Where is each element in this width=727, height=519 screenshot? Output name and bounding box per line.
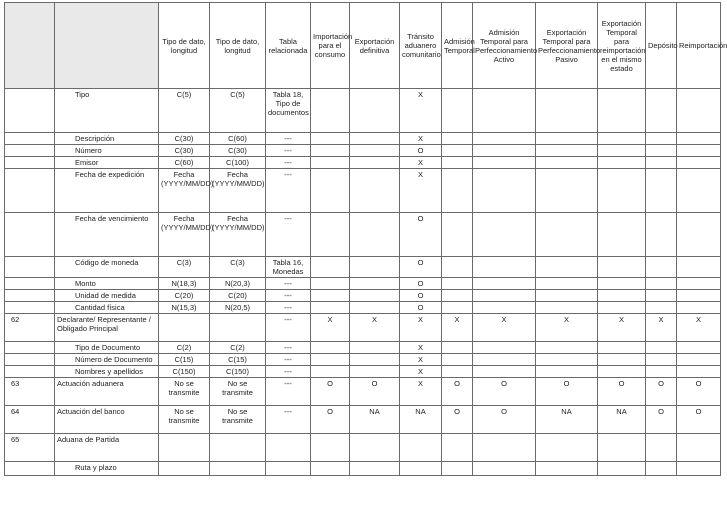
regime-value-cell bbox=[473, 213, 536, 257]
regime-value-cell: O bbox=[473, 406, 536, 434]
regime-value-cell bbox=[400, 462, 442, 476]
data-type-cell: Fecha (YYYY/MM/DD) bbox=[210, 169, 266, 213]
regime-value-cell: X bbox=[442, 314, 473, 342]
regime-value-cell bbox=[646, 133, 677, 145]
regime-value-cell bbox=[350, 145, 400, 157]
regime-value-cell: O bbox=[350, 378, 400, 406]
regime-value-cell bbox=[473, 257, 536, 278]
item-number bbox=[5, 342, 55, 354]
regime-value-cell bbox=[473, 169, 536, 213]
regime-value-cell bbox=[350, 342, 400, 354]
item-number bbox=[5, 157, 55, 169]
data-type-cell: C(60) bbox=[159, 157, 210, 169]
header-cell: Exportación definitiva bbox=[350, 3, 400, 89]
regime-value-cell: O bbox=[646, 406, 677, 434]
regime-value-cell bbox=[646, 354, 677, 366]
regime-value-cell bbox=[677, 366, 721, 378]
regime-value-cell: X bbox=[598, 314, 646, 342]
regime-value-cell: O bbox=[400, 257, 442, 278]
field-label: Emisor bbox=[55, 157, 159, 169]
regime-value-cell bbox=[646, 278, 677, 290]
field-label: Actuación del banco bbox=[55, 406, 159, 434]
regime-value-cell bbox=[350, 133, 400, 145]
regime-value-cell bbox=[473, 290, 536, 302]
table-row bbox=[5, 169, 721, 213]
table-row bbox=[5, 145, 721, 157]
data-type-cell bbox=[210, 462, 266, 476]
regime-value-cell bbox=[442, 133, 473, 145]
data-type-cell: No se transmite bbox=[159, 378, 210, 406]
data-type-cell: C(3) bbox=[159, 257, 210, 278]
regime-value-cell bbox=[473, 366, 536, 378]
regime-value-cell bbox=[350, 354, 400, 366]
field-label: Aduana de Partida bbox=[55, 434, 159, 462]
regime-value-cell bbox=[473, 89, 536, 133]
regime-value-cell bbox=[646, 342, 677, 354]
data-type-cell: No se transmite bbox=[159, 406, 210, 434]
field-label: Descripción bbox=[55, 133, 159, 145]
data-type-cell: C(150) bbox=[159, 366, 210, 378]
regime-value-cell: O bbox=[598, 378, 646, 406]
data-type-cell: C(30) bbox=[159, 145, 210, 157]
regime-value-cell bbox=[646, 169, 677, 213]
related-table-cell: --- bbox=[266, 213, 311, 257]
regime-value-cell bbox=[677, 145, 721, 157]
regime-value-cell: O bbox=[400, 278, 442, 290]
regime-value-cell bbox=[311, 89, 350, 133]
regime-value-cell bbox=[311, 290, 350, 302]
regime-value-cell bbox=[677, 133, 721, 145]
data-type-cell bbox=[159, 314, 210, 342]
related-table-cell: --- bbox=[266, 406, 311, 434]
regime-value-cell bbox=[646, 302, 677, 314]
data-type-cell: C(2) bbox=[159, 342, 210, 354]
field-label: Ruta y plazo bbox=[55, 462, 159, 476]
related-table-cell: --- bbox=[266, 157, 311, 169]
regime-value-cell: O bbox=[646, 378, 677, 406]
table-row bbox=[5, 278, 721, 290]
data-type-cell bbox=[159, 462, 210, 476]
field-label: Monto bbox=[55, 278, 159, 290]
regime-value-cell bbox=[350, 257, 400, 278]
related-table-cell: --- bbox=[266, 133, 311, 145]
data-type-cell: C(60) bbox=[210, 133, 266, 145]
item-number bbox=[5, 302, 55, 314]
regime-value-cell: NA bbox=[400, 406, 442, 434]
regime-value-cell bbox=[598, 366, 646, 378]
data-type-cell: Fecha (YYYY/MM/DD) bbox=[210, 213, 266, 257]
regime-value-cell bbox=[473, 157, 536, 169]
data-type-cell bbox=[159, 434, 210, 462]
header-cell: Admisión Temporal bbox=[442, 3, 473, 89]
item-number bbox=[5, 213, 55, 257]
regime-value-cell bbox=[598, 290, 646, 302]
header-cell: Tipo de dato, longitud bbox=[159, 3, 210, 89]
regime-value-cell bbox=[442, 302, 473, 314]
regime-value-cell bbox=[598, 434, 646, 462]
regime-value-cell bbox=[350, 366, 400, 378]
regime-value-cell bbox=[598, 89, 646, 133]
data-type-cell: C(30) bbox=[210, 145, 266, 157]
regime-value-cell bbox=[473, 145, 536, 157]
related-table-cell: Tabla 18, Tipo de documentos bbox=[266, 89, 311, 133]
regime-value-cell bbox=[311, 257, 350, 278]
regime-value-cell: NA bbox=[598, 406, 646, 434]
data-type-cell: N(20,5) bbox=[210, 302, 266, 314]
regime-value-cell: X bbox=[350, 314, 400, 342]
regime-value-cell bbox=[536, 257, 598, 278]
regime-value-cell bbox=[473, 462, 536, 476]
regime-value-cell: NA bbox=[536, 406, 598, 434]
regime-value-cell bbox=[442, 257, 473, 278]
regime-value-cell: O bbox=[311, 378, 350, 406]
regime-value-cell bbox=[646, 213, 677, 257]
regime-value-cell bbox=[311, 462, 350, 476]
regime-value-cell bbox=[442, 434, 473, 462]
related-table-cell: --- bbox=[266, 145, 311, 157]
table-row bbox=[5, 354, 721, 366]
item-number: 65 bbox=[5, 434, 55, 462]
field-label: Número de Documento bbox=[55, 354, 159, 366]
data-type-cell: C(20) bbox=[210, 290, 266, 302]
regime-value-cell bbox=[646, 89, 677, 133]
regime-value-cell bbox=[598, 342, 646, 354]
regime-value-cell bbox=[350, 169, 400, 213]
regime-value-cell bbox=[536, 302, 598, 314]
field-label: Tipo bbox=[55, 89, 159, 133]
regime-value-cell bbox=[677, 434, 721, 462]
regime-value-cell bbox=[646, 145, 677, 157]
regime-value-cell: X bbox=[400, 169, 442, 213]
regime-value-cell bbox=[311, 366, 350, 378]
regime-value-cell: O bbox=[536, 378, 598, 406]
regime-value-cell bbox=[536, 290, 598, 302]
item-number bbox=[5, 278, 55, 290]
table-row bbox=[5, 314, 721, 342]
regime-value-cell bbox=[646, 157, 677, 169]
regime-value-cell bbox=[442, 169, 473, 213]
field-label: Nombres y apellidos bbox=[55, 366, 159, 378]
regime-value-cell bbox=[350, 302, 400, 314]
related-table-cell: --- bbox=[266, 342, 311, 354]
regime-value-cell: X bbox=[400, 133, 442, 145]
regime-value-cell bbox=[677, 157, 721, 169]
field-label: Código de moneda bbox=[55, 257, 159, 278]
table-row bbox=[5, 213, 721, 257]
related-table-cell: --- bbox=[266, 302, 311, 314]
regime-value-cell bbox=[598, 257, 646, 278]
regime-value-cell bbox=[677, 302, 721, 314]
regime-value-cell: X bbox=[400, 378, 442, 406]
header-cell bbox=[5, 3, 55, 89]
regime-value-cell: O bbox=[400, 290, 442, 302]
related-table-cell: Tabla 16, Monedas bbox=[266, 257, 311, 278]
data-type-cell: C(2) bbox=[210, 342, 266, 354]
item-number bbox=[5, 89, 55, 133]
regime-value-cell bbox=[677, 257, 721, 278]
regime-value-cell: O bbox=[311, 406, 350, 434]
regime-value-cell bbox=[677, 169, 721, 213]
regime-value-cell bbox=[350, 290, 400, 302]
regime-value-cell bbox=[536, 278, 598, 290]
regime-value-cell bbox=[311, 278, 350, 290]
customs-data-table bbox=[4, 2, 727, 476]
table-row bbox=[5, 89, 721, 133]
regime-value-cell bbox=[598, 145, 646, 157]
header-cell: Reimportación bbox=[677, 3, 721, 89]
regime-value-cell bbox=[473, 342, 536, 354]
regime-value-cell: X bbox=[400, 342, 442, 354]
table-row bbox=[5, 378, 721, 406]
regime-value-cell bbox=[598, 157, 646, 169]
regime-value-cell bbox=[598, 169, 646, 213]
regime-value-cell bbox=[598, 302, 646, 314]
regime-value-cell bbox=[350, 157, 400, 169]
item-number bbox=[5, 145, 55, 157]
regime-value-cell bbox=[677, 290, 721, 302]
regime-value-cell bbox=[536, 354, 598, 366]
data-type-cell: C(3) bbox=[210, 257, 266, 278]
regime-value-cell: X bbox=[400, 366, 442, 378]
data-type-cell: C(5) bbox=[210, 89, 266, 133]
regime-value-cell bbox=[350, 434, 400, 462]
header-cell: Exportación Temporal para Perfeccionamiento Pasivo bbox=[536, 3, 598, 89]
regime-value-cell bbox=[677, 342, 721, 354]
field-label: Fecha de vencimiento bbox=[55, 213, 159, 257]
regime-value-cell bbox=[536, 169, 598, 213]
field-label: Número bbox=[55, 145, 159, 157]
header-cell: Tránsito aduanero comunitario bbox=[400, 3, 442, 89]
regime-value-cell bbox=[311, 169, 350, 213]
field-label: Cantidad física bbox=[55, 302, 159, 314]
regime-value-cell bbox=[442, 366, 473, 378]
regime-value-cell bbox=[350, 462, 400, 476]
data-type-cell: N(15,3) bbox=[159, 302, 210, 314]
item-number bbox=[5, 290, 55, 302]
data-type-cell bbox=[210, 314, 266, 342]
regime-value-cell bbox=[311, 302, 350, 314]
header-cell: Tabla relacionada bbox=[266, 3, 311, 89]
regime-value-cell bbox=[311, 157, 350, 169]
regime-value-cell bbox=[442, 290, 473, 302]
regime-value-cell: X bbox=[400, 89, 442, 133]
item-number: 62 bbox=[5, 314, 55, 342]
regime-value-cell bbox=[677, 278, 721, 290]
regime-value-cell bbox=[536, 366, 598, 378]
regime-value-cell bbox=[350, 213, 400, 257]
header-cell: Importación para el consumo bbox=[311, 3, 350, 89]
regime-value-cell bbox=[473, 434, 536, 462]
regime-value-cell bbox=[677, 354, 721, 366]
regime-value-cell: O bbox=[400, 213, 442, 257]
table-row bbox=[5, 290, 721, 302]
regime-value-cell: O bbox=[442, 378, 473, 406]
header-cell: Admisión Temporal para Perfeccionamiento Activo bbox=[473, 3, 536, 89]
regime-value-cell: X bbox=[400, 157, 442, 169]
regime-value-cell bbox=[646, 434, 677, 462]
table-row bbox=[5, 302, 721, 314]
regime-value-cell: X bbox=[646, 314, 677, 342]
regime-value-cell bbox=[536, 89, 598, 133]
regime-value-cell bbox=[598, 462, 646, 476]
item-number bbox=[5, 133, 55, 145]
regime-value-cell bbox=[350, 278, 400, 290]
data-type-cell: C(30) bbox=[159, 133, 210, 145]
item-number bbox=[5, 354, 55, 366]
item-number bbox=[5, 169, 55, 213]
header-cell: Exportación Temporal para reimportación en el mismo estado bbox=[598, 3, 646, 89]
field-label: Tipo de Documento bbox=[55, 342, 159, 354]
regime-value-cell: O bbox=[677, 378, 721, 406]
header-cell bbox=[55, 3, 159, 89]
regime-value-cell bbox=[677, 89, 721, 133]
regime-value-cell bbox=[442, 157, 473, 169]
item-number: 64 bbox=[5, 406, 55, 434]
regime-value-cell bbox=[536, 462, 598, 476]
related-table-cell: --- bbox=[266, 354, 311, 366]
data-type-cell: No se transmite bbox=[210, 378, 266, 406]
table-row bbox=[5, 257, 721, 278]
related-table-cell: --- bbox=[266, 278, 311, 290]
regime-value-cell bbox=[442, 145, 473, 157]
regime-value-cell bbox=[473, 302, 536, 314]
regime-value-cell: NA bbox=[350, 406, 400, 434]
item-number bbox=[5, 462, 55, 476]
regime-value-cell bbox=[536, 342, 598, 354]
regime-value-cell bbox=[442, 278, 473, 290]
data-type-cell: C(15) bbox=[210, 354, 266, 366]
regime-value-cell bbox=[598, 133, 646, 145]
regime-value-cell bbox=[536, 145, 598, 157]
regime-value-cell: O bbox=[473, 378, 536, 406]
data-type-cell: Fecha (YYYY/MM/DD) bbox=[159, 169, 210, 213]
regime-value-cell: O bbox=[400, 302, 442, 314]
regime-value-cell: X bbox=[677, 314, 721, 342]
related-table-cell: --- bbox=[266, 366, 311, 378]
regime-value-cell: X bbox=[473, 314, 536, 342]
related-table-cell: --- bbox=[266, 314, 311, 342]
regime-value-cell bbox=[311, 145, 350, 157]
table-row bbox=[5, 133, 721, 145]
regime-value-cell bbox=[646, 366, 677, 378]
regime-value-cell bbox=[598, 278, 646, 290]
related-table-cell bbox=[266, 434, 311, 462]
field-label: Declarante/ Representante / Obligado Principal bbox=[55, 314, 159, 342]
table-row bbox=[5, 462, 721, 476]
regime-value-cell bbox=[677, 462, 721, 476]
data-type-cell: No se transmite bbox=[210, 406, 266, 434]
related-table-cell bbox=[266, 462, 311, 476]
related-table-cell: --- bbox=[266, 290, 311, 302]
regime-value-cell bbox=[442, 462, 473, 476]
regime-value-cell bbox=[442, 354, 473, 366]
regime-value-cell bbox=[311, 354, 350, 366]
related-table-cell: --- bbox=[266, 378, 311, 406]
regime-value-cell bbox=[646, 257, 677, 278]
data-type-cell: C(150) bbox=[210, 366, 266, 378]
regime-value-cell bbox=[536, 213, 598, 257]
regime-value-cell: X bbox=[311, 314, 350, 342]
regime-value-cell bbox=[598, 213, 646, 257]
item-number bbox=[5, 366, 55, 378]
data-type-cell bbox=[210, 434, 266, 462]
regime-value-cell bbox=[311, 342, 350, 354]
regime-value-cell bbox=[646, 462, 677, 476]
table-row bbox=[5, 366, 721, 378]
regime-value-cell bbox=[536, 434, 598, 462]
regime-value-cell: X bbox=[400, 354, 442, 366]
data-type-cell: Fecha (YYYY/MM/DD) bbox=[159, 213, 210, 257]
field-label: Actuación aduanera bbox=[55, 378, 159, 406]
regime-value-cell: O bbox=[442, 406, 473, 434]
regime-value-cell bbox=[598, 354, 646, 366]
regime-value-cell bbox=[473, 278, 536, 290]
field-label: Fecha de expedición bbox=[55, 169, 159, 213]
table-row bbox=[5, 157, 721, 169]
data-type-cell: C(15) bbox=[159, 354, 210, 366]
regime-value-cell: X bbox=[400, 314, 442, 342]
regime-value-cell bbox=[311, 434, 350, 462]
table-row bbox=[5, 434, 721, 462]
regime-value-cell bbox=[536, 157, 598, 169]
regime-value-cell bbox=[473, 354, 536, 366]
regime-value-cell bbox=[473, 133, 536, 145]
regime-value-cell bbox=[536, 133, 598, 145]
field-label: Unidad de medida bbox=[55, 290, 159, 302]
data-type-cell: C(5) bbox=[159, 89, 210, 133]
regime-value-cell bbox=[646, 290, 677, 302]
regime-value-cell bbox=[442, 89, 473, 133]
regime-value-cell bbox=[311, 213, 350, 257]
data-type-cell: C(100) bbox=[210, 157, 266, 169]
item-number: 63 bbox=[5, 378, 55, 406]
data-type-cell: C(20) bbox=[159, 290, 210, 302]
regime-value-cell: O bbox=[400, 145, 442, 157]
item-number bbox=[5, 257, 55, 278]
header-cell: Tipo de dato, longitud bbox=[210, 3, 266, 89]
regime-value-cell bbox=[350, 89, 400, 133]
data-type-cell: N(18,3) bbox=[159, 278, 210, 290]
related-table-cell: --- bbox=[266, 169, 311, 213]
table-row bbox=[5, 342, 721, 354]
regime-value-cell: O bbox=[677, 406, 721, 434]
regime-value-cell bbox=[400, 434, 442, 462]
regime-value-cell bbox=[311, 133, 350, 145]
header-cell: Depósito bbox=[646, 3, 677, 89]
regime-value-cell: X bbox=[536, 314, 598, 342]
regime-value-cell bbox=[442, 213, 473, 257]
header-row bbox=[5, 3, 721, 89]
regime-value-cell bbox=[442, 342, 473, 354]
data-type-cell: N(20,3) bbox=[210, 278, 266, 290]
table-row bbox=[5, 406, 721, 434]
regime-value-cell bbox=[677, 213, 721, 257]
